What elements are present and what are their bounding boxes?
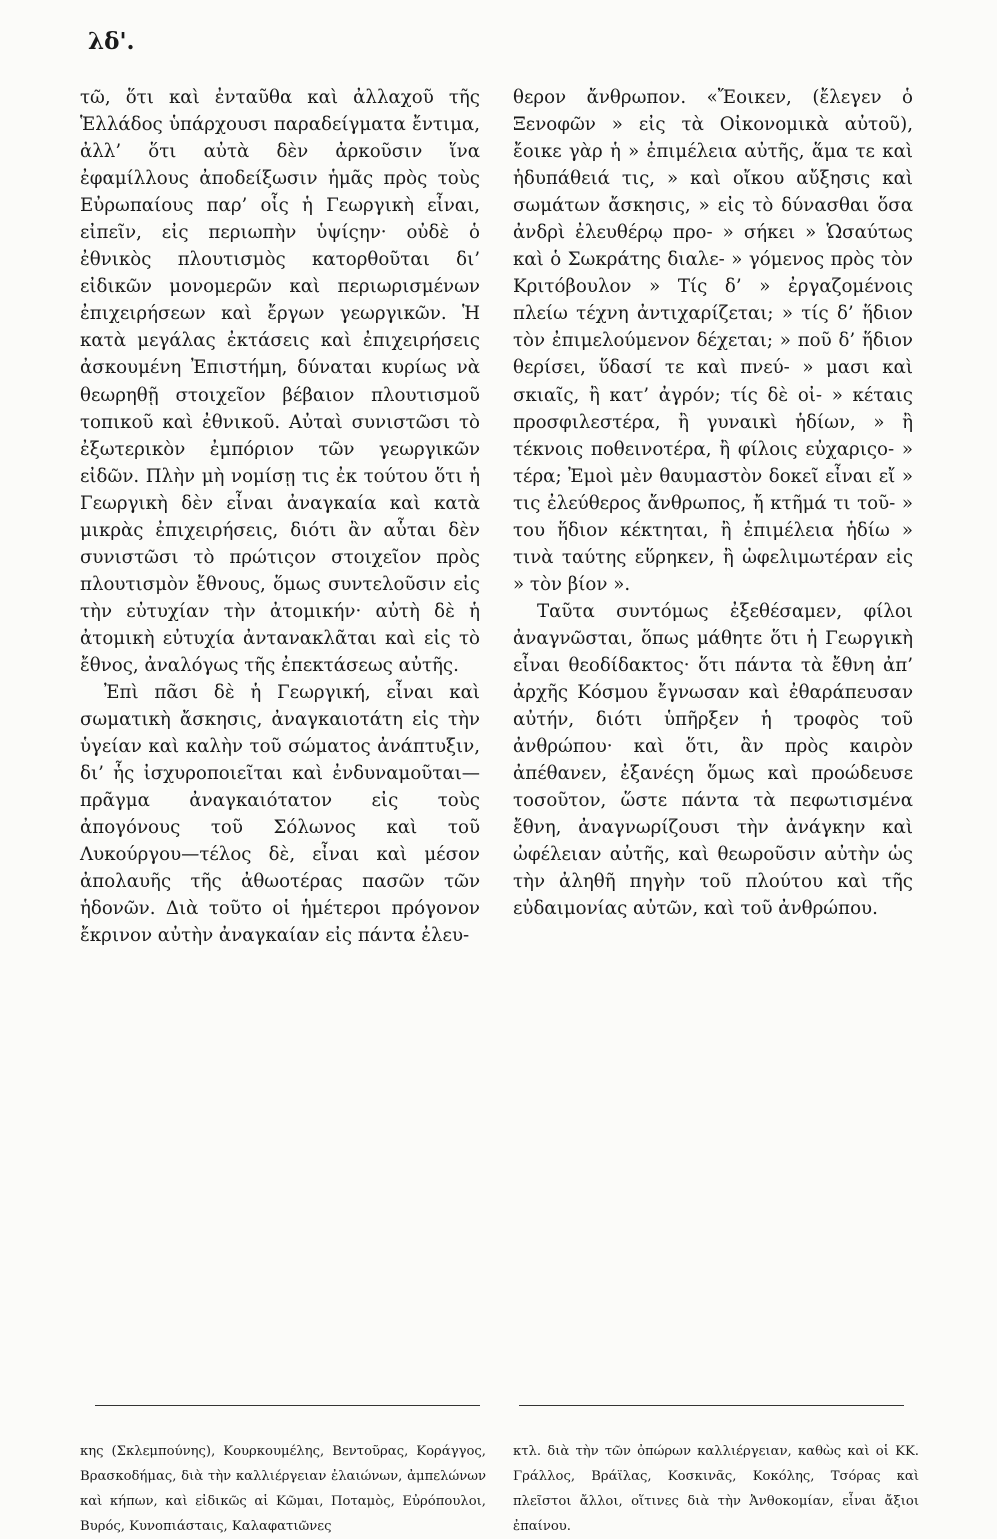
footnote-divider-left [95, 1405, 480, 1406]
right-paragraph-1: θερον ἄνθρωπον. «Ἔοικεν, (ἔλεγεν ὁ Ξενοφῶν » εἰς τὰ Οἰκονομικὰ αὐτοῦ), ἔοικε γὰρ ἡ » ἐπιμέλεια αὐτῆς, ἅμα τε καὶ ἡδυπάθειά τις, » καὶ οἴκου αὔξησις καὶ σωμάτων ἄσκησις, » εἰς τὸ δύνασθαι ὅσα ἀνδρὶ ἐλευθέρῳ προ- » σήκει » Ὡσαύτως καὶ ὁ Σωκράτης διαλε- » γόμενος πρὸς τὸν Κριτόβουλον » Τίς δ’ » ἐργαζομένοις πλείω τέχνη ἀντιχαρίζεται; » τίς δ’ ἥδιον τὸν ἐπιμελούμενον δέχεται; » ποῦ δ’ ἥδιον θερίσει, ὕδασί τε καὶ πνεύ- » μασι καὶ σκιαῖς, ἢ κατ’ ἀγρόν; τίς δὲ οἰ- » κέταις προσφιλεστέρα, ἢ γυναικὶ ἡδίων, » ἢ τέκνοις ποθεινοτέρα, ἢ φίλοις εὐχαριςο- » τέρα; Ἐμοὶ μὲν θαυμαστὸν δοκεῖ εἶναι εἴ » τις ἐλεύθερος ἄνθρωπος, ἤ κτῆμά τι τοῦ- » του ἥδιον κέκτηται, ἢ ἐπιμέλεια ἡδίω » τινὰ ταύτης εὕρηκεν, ἢ ὠφελιμωτέραν εἰς » τὸν βίον ». [513, 87, 913, 595]
right-column [513, 84, 913, 922]
right-paragraph-2: Ταῦτα συντόμως ἐξεθέσαμεν, φίλοι ἀναγνῶσται, ὅπως μάθητε ὅτι ἡ Γεωργικὴ εἶναι θεοδίδακτος· ὅτι πάντα τὰ ἔθνη ἀπ’ ἀρχῆς Κόσμου ἔγνωσαν καὶ ἐθαράπευσαν αὐτήν, διότι ὑπῆρξεν ἡ τροφὸς τοῦ ἀνθρώπου· καὶ ὅτι, ἂν πρὸς καιρὸν ἀπέθανεν, ἐξανέςη ὅμως καὶ προώδευσε τοσοῦτον, ὥστε πάντα τὰ πεφωτισμένα ἔθνη, ἀναγνωρίζουσι τὴν ἀνάγκην καὶ ὠφέλειαν αὐτῆς, καὶ θεωροῦσιν αὐτὴν ὡς τὴν ἀληθῆ πηγὴν τοῦ πλούτου καὶ τῆς εὐδαιμονίας αὐτῶν, καὶ τοῦ ἀνθρώπου. [513, 600, 913, 920]
left-paragraph-2: Ἐπὶ πᾶσι δὲ ἡ Γεωργική, εἶναι καὶ σωματικὴ ἄσκησις, ἀναγκαιοτάτη εἰς τὴν ὑγείαν καὶ καλὴν τοῦ σώματος ἀνάπτυξιν, δι’ ἧς ἰσχυροποιεῖται καὶ ἐνδυναμοῦται—πρᾶγμα ἀναγκαιότατον εἰς τοὺς ἀπογόνους τοῦ Σόλωνος καὶ τοῦ Λυκούργου—τέλος δὲ, εἶναι καὶ μέσον ἀπολαυῆς τῆς ἀθωοτέρας πασῶν τῶν ἡδονῶν. Διὰ τοῦτο οἱ ἡμέτεροι πρόγονον ἔκρινον αὐτὴν ἀναγκαίαν εἰς πάντα ἐλευ- [80, 682, 480, 947]
footnote-divider-right [519, 1405, 904, 1406]
left-column [80, 84, 480, 950]
page-number: λδ'. [88, 28, 135, 55]
left-paragraph-1: τῶ, ὅτι καὶ ἐνταῦθα καὶ ἀλλαχοῦ τῆς Ἑλλάδος ὑπάρχουσι παραδείγματα ἔντιμα, ἀλλ’ ὅτι αὐτὰ δὲν ἀρκοῦσιν ἵνα ἐφαμίλλους ἀποδείξωσιν ἡμᾶς πρὸς τοὺς Εὐρωπαίους παρ’ οἷς ἡ Γεωργικὴ εἶναι, εἰπεῖν, εἰς περιωπὴν ὑψίςην· οὐδὲ ὁ ἐθνικὸς πλουτισμὸς κατορθοῦται δι’ εἰδικῶν μονομερῶν καὶ περιωρισμένων ἐπιχειρήσεων καὶ ἔργων γεωργικῶν. Ἡ κατὰ μεγάλας ἐκτάσεις καὶ ἐπιχειρήσεις ἀσκουμένη Ἐπιστήμη, δύναται κυρίως νὰ θεωρηθῇ στοιχεῖον βέβαιον πλουτισμοῦ τοπικοῦ καὶ ἐθνικοῦ. Αὐταὶ συνιστῶσι τὸ ἐξωτερικὸν ἐμπόριον τῶν γεωργικῶν εἰδῶν. Πλὴν μὴ νομίσῃ τις ἐκ τούτου ὅτι ἡ Γεωργικὴ δὲν εἶναι ἀναγκαία καὶ κατὰ μικρὰς ἐπιχειρήσεις, διότι ἂν αὗται δὲν συνιστῶσι τὸ πρώτιςον στοιχεῖον πρὸς πλουτισμὸν ἔθνους, ὅμως συντελοῦσιν εἰς τὴν εὐτυχίαν τὴν ἀτομικήν· αὐτὴ δὲ ἡ ἀτομικὴ εὐτυχία ἀντανακλᾶται καὶ εἰς τὸ ἔθνος, ἀναλόγως τῆς ἐπεκτάσεως αὐτῆς. [80, 87, 480, 676]
footnote-left: κης (Σκλεμπούνης), Κουρκουμέλης, Βεντοῦρας, Κοράγγος, Βρασκοδήμας, διὰ τὴν καλλιέργειαν ἐλαιώνων, ἀμπελώνων καὶ κήπων, καὶ εἰδικῶς αἱ Κῶμαι, Ποταμὸς, Εὐρόπουλοι, Βυρός, Κυνοπιάσταις, Καλαφατιῶνες [80, 1444, 486, 1534]
footnote-right: κτλ. διὰ τὴν τῶν ὀπώρων καλλιέργειαν, καθὼς καὶ οἱ ΚΚ. Γράλλος, Βράϊλας, Κοσκινᾶς, Κοκόλης, Τσόρας καὶ πλεῖστοι ἄλλοι, οἵτινες διὰ τὴν Ἀνθοκομίαν, εἶναι ἄξιοι ἐπαίνου. [513, 1444, 919, 1534]
